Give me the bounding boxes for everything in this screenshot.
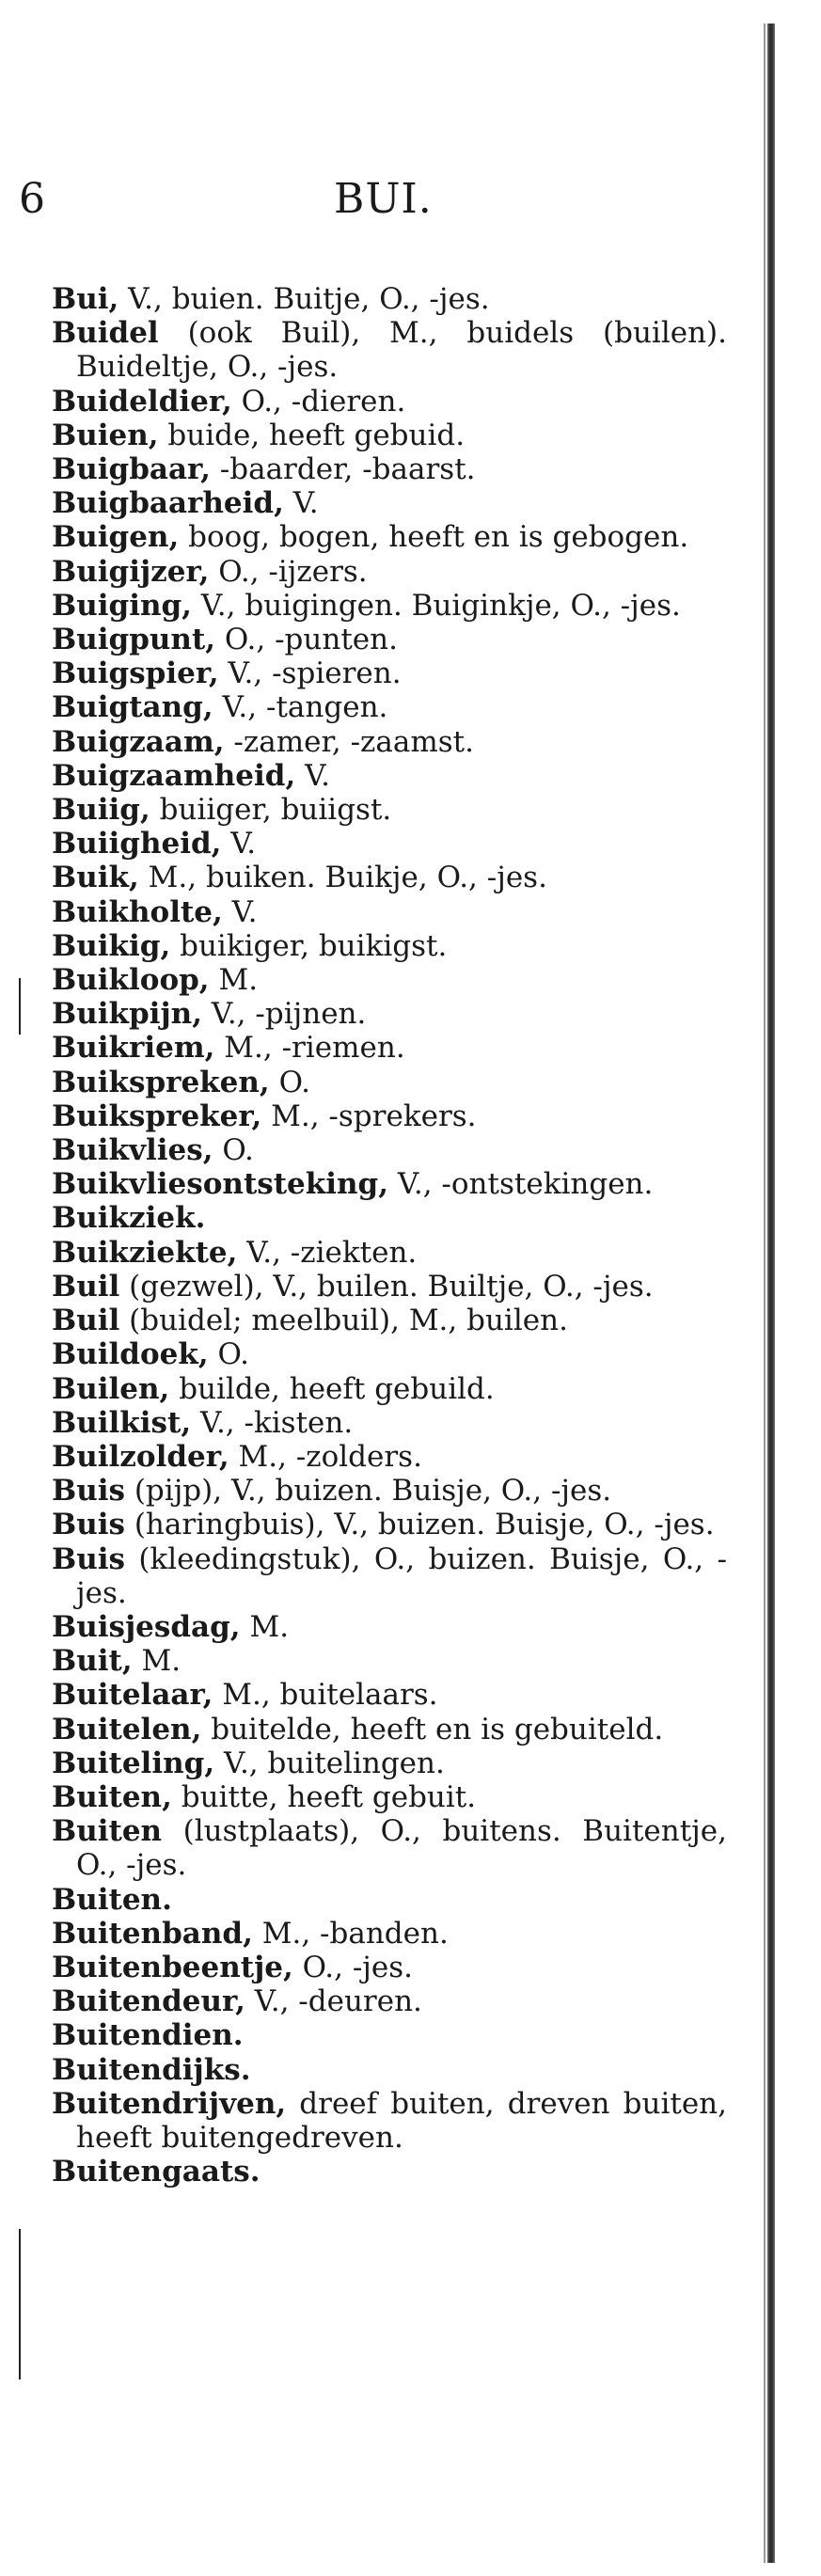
- dictionary-entry: [52, 1746, 727, 1780]
- dictionary-entry: [52, 1508, 727, 1541]
- entry-headword: Buis: [52, 1541, 125, 1576]
- entry-headword: Buiten.: [52, 1882, 172, 1917]
- entry-definition: -zamer, -zaamst.: [224, 724, 474, 759]
- entry-headword: Buitendrijven,: [52, 2086, 287, 2121]
- entry-definition: V., buien. Buitje, O., -jes.: [118, 282, 490, 316]
- entry-definition: O.: [208, 1337, 249, 1372]
- dictionary-entry: [52, 929, 727, 963]
- entry-headword: Buis: [52, 1474, 125, 1509]
- dictionary-entry: [52, 555, 727, 589]
- entry-definition: buikiger, buikigst.: [170, 928, 448, 963]
- entry-definition: M., -riemen.: [214, 1031, 405, 1066]
- dictionary-entry: [52, 282, 727, 316]
- entry-headword: Buiten: [52, 1814, 163, 1849]
- entry-definition: M., -zolders.: [229, 1439, 422, 1474]
- dictionary-entry: [52, 1917, 727, 1951]
- entry-definition: V., -spieren.: [218, 656, 402, 691]
- entry-headword: Buikriem,: [52, 1031, 215, 1066]
- entry-headword: Buikloop,: [52, 963, 210, 998]
- entry-headword: Buigtang,: [52, 690, 213, 725]
- entry-definition: M., buiken. Buikje, O., -jes.: [138, 861, 547, 895]
- entry-definition: -baarder, -baarst.: [210, 452, 476, 487]
- entry-definition: O.: [269, 1065, 311, 1099]
- entry-headword: Buikziek.: [52, 1201, 206, 1236]
- entry-definition: O., -ijzers.: [209, 554, 368, 589]
- entry-definition: (kleedingstuk), O., buizen. Buisje, O., -jes.: [76, 1541, 727, 1610]
- dictionary-entry: [52, 1236, 727, 1270]
- entry-definition: M., buitelaars.: [213, 1678, 438, 1713]
- dictionary-entry: [52, 2155, 727, 2189]
- entry-headword: Buigpunt,: [52, 623, 216, 657]
- entry-headword: Buikspreker,: [52, 1098, 262, 1133]
- dictionary-entry: [52, 656, 727, 690]
- entry-headword: Buiig,: [52, 793, 150, 828]
- entry-definition: V., -ontstekingen.: [388, 1167, 654, 1202]
- entry-headword: Buigspier,: [52, 656, 219, 691]
- entry-headword: Buitenband,: [52, 1916, 253, 1951]
- entry-headword: Buitelen,: [52, 1712, 202, 1746]
- dictionary-entry: [52, 520, 727, 554]
- dictionary-entry: [52, 452, 727, 486]
- entry-headword: Buitelaar,: [52, 1678, 213, 1713]
- entry-headword: Buiging,: [52, 588, 192, 623]
- entry-headword: Buikvlies,: [52, 1133, 213, 1168]
- dictionary-entry: [52, 1644, 727, 1678]
- entry-headword: Builzolder,: [52, 1439, 229, 1474]
- page-edge-line: [764, 24, 766, 2563]
- entry-definition: (buidel; meelbuil), M., builen.: [119, 1304, 568, 1338]
- entry-headword: Buikig,: [52, 928, 171, 963]
- dictionary-entry: [52, 793, 727, 827]
- margin-mark: [19, 2229, 21, 2379]
- dictionary-entry: [52, 963, 727, 997]
- dictionary-entry: [52, 759, 727, 793]
- dictionary-entry: [52, 1542, 727, 1610]
- dictionary-entry: [52, 1167, 727, 1201]
- dictionary-entry: [52, 1814, 727, 1882]
- page-edge-shadow: [767, 24, 775, 2563]
- entry-headword: Builkist,: [52, 1405, 192, 1440]
- entry-headword: Buikholte,: [52, 894, 223, 929]
- entry-definition: O., -jes.: [292, 1950, 414, 1984]
- entry-headword: Bui,: [52, 282, 119, 316]
- entry-headword: Buitenbeentje,: [52, 1950, 293, 1984]
- entry-headword: Buitendeur,: [52, 1984, 245, 2019]
- dictionary-entry: [52, 2053, 727, 2087]
- dictionary-entry: [52, 1406, 727, 1440]
- entry-definition: V., -kisten.: [191, 1405, 354, 1440]
- entry-definition: V., -ziekten.: [237, 1235, 418, 1270]
- dictionary-entry: [52, 690, 727, 724]
- entry-definition: V., -tangen.: [213, 690, 388, 725]
- entry-definition: (pijp), V., buizen. Buisje, O., -jes.: [124, 1474, 612, 1509]
- entry-definition: M.: [209, 963, 259, 998]
- entry-definition: V., buitelingen.: [214, 1746, 445, 1780]
- dictionary-entry: [52, 486, 727, 520]
- entry-headword: Buidel: [52, 316, 159, 351]
- dictionary-entry: [52, 1133, 727, 1167]
- entry-definition: V., -pijnen.: [202, 997, 367, 1032]
- entry-headword: Buigzaamheid,: [52, 758, 296, 793]
- entry-definition: builde, heeft gebuild.: [169, 1371, 495, 1406]
- dictionary-entry: [52, 1304, 727, 1337]
- entry-definition: boog, bogen, heeft en is gebogen.: [179, 520, 689, 555]
- entry-headword: Buigijzer,: [52, 554, 210, 589]
- entry-definition: (lustplaats), O., buitens. Buitentje, O., -jes.: [76, 1814, 727, 1883]
- entry-definition: V.: [283, 486, 319, 521]
- entry-headword: Buigbaar,: [52, 452, 211, 487]
- entry-headword: Buikvliesontsteking,: [52, 1167, 389, 1202]
- dictionary-entry: [52, 861, 727, 894]
- entry-definition: dreef buiten, dreven buiten, heeft buitengedreven.: [76, 2086, 727, 2155]
- entry-definition: (ook Buil), M., buidels (builen). Buideltje, O., -jes.: [76, 316, 727, 385]
- dictionary-entry: [52, 1201, 727, 1235]
- dictionary-entry: [52, 1883, 727, 1917]
- dictionary-entry: [52, 1066, 727, 1099]
- entry-headword: Buitendien.: [52, 2018, 244, 2053]
- entry-headword: Buil: [52, 1269, 120, 1304]
- entry-headword: Buisjesdag,: [52, 1609, 241, 1644]
- dictionary-entry: [52, 1337, 727, 1371]
- entry-headword: Buiigheid,: [52, 827, 222, 861]
- dictionary-entry: [52, 589, 727, 623]
- dictionary-entry: [52, 1951, 727, 1984]
- entry-definition: V., buigingen. Buiginkje, O., -jes.: [191, 588, 681, 623]
- entry-headword: Buideldier,: [52, 384, 232, 419]
- dictionary-entry: [52, 1678, 727, 1712]
- entry-definition: M., -banden.: [252, 1916, 449, 1951]
- dictionary-entry: [52, 623, 727, 656]
- entry-headword: Buien,: [52, 418, 159, 452]
- entry-headword: Buikpijn,: [52, 997, 202, 1032]
- entry-definition: O., -punten.: [215, 623, 398, 657]
- dictionary-entry: [52, 1713, 727, 1746]
- entry-definition: M.: [132, 1644, 182, 1679]
- dictionary-entry: [52, 827, 727, 861]
- entry-headword: Buiteling,: [52, 1746, 215, 1780]
- page-header: [0, 171, 821, 228]
- running-head: BUI.: [334, 175, 433, 223]
- entry-headword: Buildoek,: [52, 1337, 209, 1372]
- entry-headword: Builen,: [52, 1371, 170, 1406]
- dictionary-entry: [52, 1372, 727, 1406]
- dictionary-entry: [52, 419, 727, 452]
- dictionary-entry: [52, 895, 727, 929]
- entry-definition: M., -sprekers.: [261, 1098, 477, 1133]
- entry-headword: Buiten,: [52, 1779, 172, 1814]
- dictionary-entry: [52, 385, 727, 419]
- entry-definition: V., -deuren.: [245, 1984, 422, 2019]
- entry-headword: Buigbaarheid,: [52, 486, 284, 521]
- entry-headword: Buil: [52, 1304, 120, 1338]
- entry-definition: O., -dieren.: [231, 384, 406, 419]
- dictionary-entry: [52, 1031, 727, 1065]
- entry-headword: Buigzaam,: [52, 724, 225, 759]
- entry-headword: Buik,: [52, 861, 139, 895]
- dictionary-entry: [52, 1610, 727, 1644]
- entry-headword: Buikziekte,: [52, 1235, 238, 1270]
- dictionary-entry: [52, 1984, 727, 2018]
- entry-headword: Buikspreken,: [52, 1065, 270, 1099]
- dictionary-entry: [52, 1474, 727, 1508]
- dictionary-entry: [52, 316, 727, 384]
- entry-definition: buitte, heeft gebuit.: [171, 1779, 477, 1814]
- entry-headword: Buis: [52, 1508, 125, 1542]
- page-number: 6: [19, 175, 45, 223]
- dictionary-entry: [52, 2018, 727, 2052]
- entry-definition: (haringbuis), V., buizen. Buisje, O., -jes.: [124, 1508, 715, 1542]
- dictionary-entry: [52, 1270, 727, 1304]
- entry-definition: V.: [221, 827, 257, 861]
- entry-definition: buide, heeft gebuid.: [158, 418, 466, 452]
- entry-definition: V.: [295, 758, 330, 793]
- dictionary-entry: [52, 725, 727, 759]
- entry-headword: Buitendijks.: [52, 2052, 251, 2087]
- entry-headword: Buigen,: [52, 520, 180, 555]
- dictionary-entry: [52, 997, 727, 1031]
- entry-definition: (gezwel), V., builen. Builtje, O., -jes.: [119, 1269, 654, 1304]
- entry-definition: buitelde, heeft en is gebuiteld.: [201, 1712, 664, 1746]
- dictionary-entry: [52, 1780, 727, 1814]
- entry-definition: V.: [222, 894, 258, 929]
- entry-definition: buiiger, buiigst.: [150, 793, 392, 828]
- entry-headword: Buit,: [52, 1644, 133, 1679]
- entry-definition: M.: [240, 1609, 290, 1644]
- dictionary-entries: [52, 282, 727, 2189]
- margin-mark: [19, 978, 21, 1035]
- entry-definition: O.: [213, 1133, 254, 1168]
- dictionary-entry: [52, 1440, 727, 1474]
- dictionary-entry: [52, 1099, 727, 1133]
- dictionary-entry: [52, 2087, 727, 2155]
- entry-headword: Buitengaats.: [52, 2155, 261, 2189]
